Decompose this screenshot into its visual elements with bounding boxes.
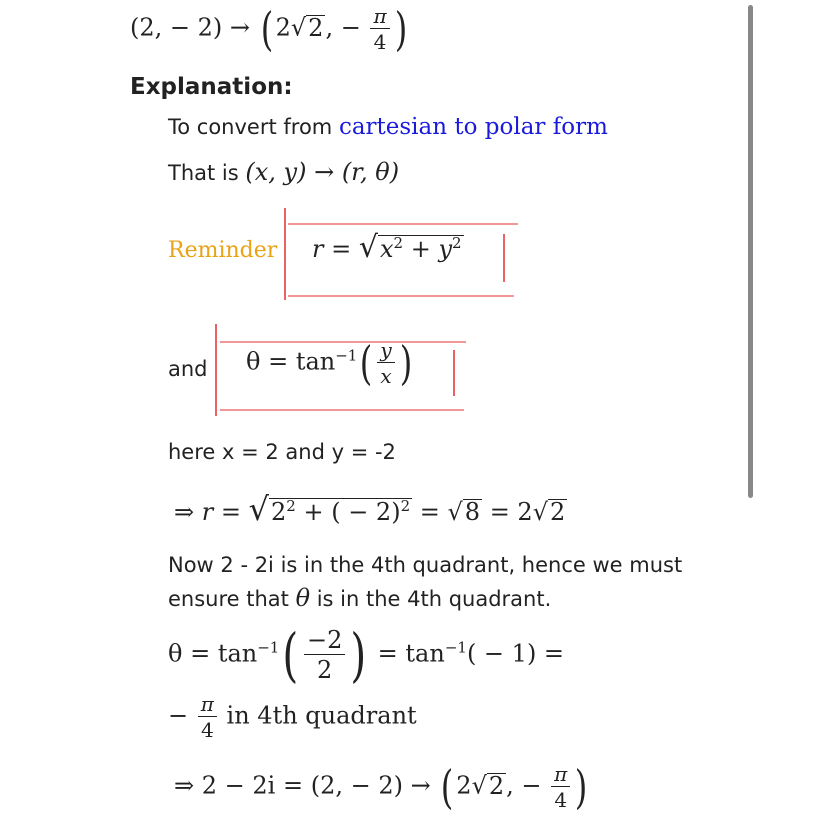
equals-tan: = tan [370,639,445,668]
minus-one: ( − 1) = [466,639,565,668]
top-fraction: $\frac{\pi}{4}$ [370,6,389,52]
final-coef: 2 [456,771,472,800]
convert-text: To convert from [168,115,339,139]
r-calculation: ⇒ $r = √2^2$ + ( − 2)$^2$ = √8 = 2√2 [174,490,566,528]
open-paren: ( [282,621,299,689]
vertical-scrollbar[interactable] [748,5,753,498]
minus-sign: − [168,701,189,730]
result-line [168,694,417,740]
top-result-line: (2, − 2) → ( 2√2, − $\frac{\pi}{4}$ ) [130,2,407,56]
r-radicand: $2^2$ + ( − 2)$^2$ [271,497,411,526]
close-paren: ) [399,336,412,390]
tan-inverse-exp: −1 [335,346,358,365]
minus-2-over-2: $\frac{-2}{2}$ [304,628,345,682]
equals: = [412,498,448,526]
final-line: ⇒ 2 − 2i = (2, − 2) → ( 2√2, − $\frac{\pi}{4}$ ) [174,760,588,814]
quadrant-note: in 4th quadrant [218,701,417,730]
that-is-math: (x, y) → (r, θ) [245,158,400,186]
reminder-label: Reminder [168,238,278,263]
open-paren: ( [260,2,273,56]
reminder-formula [312,230,464,265]
implies-arrow: ⇒ [174,498,195,526]
convert-line [168,114,608,140]
theta-symbol: θ [295,584,311,612]
implies-arrow: ⇒ [174,771,195,800]
equals: = [213,498,249,526]
final-radicand: 2 [488,771,505,800]
final-sep: , − [506,771,542,800]
theta-calculation [168,621,565,689]
close-paren: ) [394,2,407,56]
radicand-2: 2 [550,498,566,526]
tan-inverse-exp: −1 [257,638,280,657]
quadrant-line-1: Now 2 - 2i is in the 4th quadrant, hence we must [168,553,683,577]
r-equals: r = [312,235,352,263]
polar-form-link[interactable]: cartesian to polar form [338,114,608,140]
close-paren: ) [575,760,588,814]
that-is-line [168,158,399,186]
open-paren: ( [360,336,373,390]
and-label: and [168,357,208,381]
final-expr: 2 − 2i = (2, − 2) → [201,771,431,800]
top-coef: 2 [275,13,291,42]
r-var: r [201,498,214,526]
quadrant-line-2 [168,584,551,612]
final-fraction: $\frac{\pi}{4}$ [551,764,570,810]
pi-over-4: $\frac{\pi}{4}$ [198,694,217,740]
theta-tan: θ = tan [168,639,258,668]
that-is-label: That is [168,161,246,185]
top-left-expr: (2, − 2) → [130,13,250,42]
radicand-8: 8 [464,498,481,526]
equals-2: = 2 [482,498,533,526]
y-over-x: $\frac{y}{x}$ [377,340,394,386]
top-sep: , − [325,13,361,42]
explanation-heading: Explanation: [130,74,293,100]
sqrt-sign: √ [248,490,269,528]
quadrant-text-b: is in the 4th quadrant. [310,587,552,611]
quadrant-text-a: ensure that [168,587,296,611]
theta-tan: θ = tan [246,347,336,376]
values-line: here x = 2 and y = -2 [168,440,396,464]
top-radicand: 2 [308,13,324,42]
tan-inverse-exp: −1 [444,638,467,657]
close-paren: ) [350,621,367,689]
open-paren: ( [441,760,454,814]
reminder-radicand: $x^2 + y^2$ [379,234,462,263]
theta-formula [246,336,415,390]
sqrt-sign: √ [358,230,378,265]
